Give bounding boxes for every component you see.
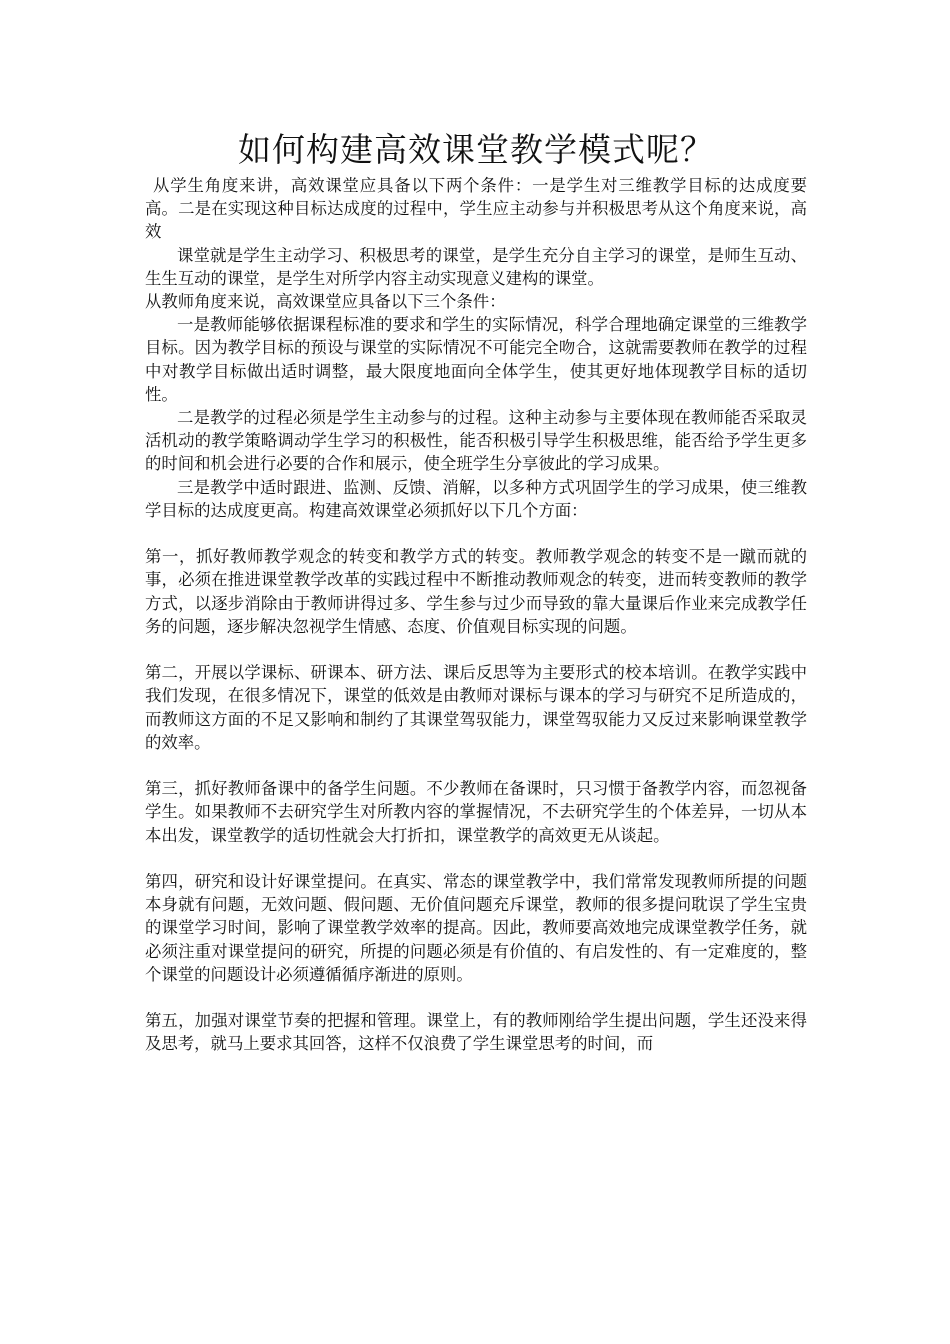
paragraph-point-three: 第三，抓好教师备课中的备学生问题。不少教师在备课时，只习惯于备教学内容，而忽视备学生。如果教师不去研究学生对所教内容的掌握情况，不去研究学生的个体差异，一切从本本出发，课堂教学的适切性就会大打折扣，课堂教学的高效更无从谈起。: [145, 779, 807, 845]
paragraph-student-classroom: 课堂就是学生主动学习、积极思考的课堂，是学生充分自主学习的课堂，是师生互动、生生互动的课堂，是学生对所学内容主动实现意义建构的课堂。: [145, 245, 807, 288]
paragraph-point-two: 第二，开展以学课标、研课本、研方法、课后反思等为主要形式的校本培训。在教学实践中我们发现，在很多情况下，课堂的低效是由教师对课标与课本的学习与研究不足所造成的，而教师这方面的不足又影响和制约了其课堂驾驭能力，课堂驾驭能力又反过来影响课堂教学的效率。: [145, 663, 807, 752]
paragraph-condition-three: 三是教学中适时跟进、监测、反馈、消解，以多种方式巩固学生的学习成果，使三维教学目标的达成度更高。构建高效课堂必须抓好以下几个方面：: [145, 477, 807, 520]
paragraph-teacher-perspective: 从教师角度来说，高效课堂应具备以下三个条件：: [145, 292, 506, 312]
paragraph-point-five: 第五，加强对课堂节奏的把握和管理。课堂上，有的教师刚给学生提出问题，学生还没来得及思考，就马上要求其回答，这样不仅浪费了学生课堂思考的时间，而: [145, 1011, 807, 1054]
paragraph-point-one: 第一，抓好教师教学观念的转变和教学方式的转变。教师教学观念的转变不是一蹴而就的事，必须在推进课堂教学改革的实践过程中不断推动教师观念的转变，进而转变教师的教学方式，以逐步消除由于教师讲得过多、学生参与过少而导致的靠大量课后作业来完成教学任务的问题，逐步解决忽视学生情感、态度、价值观目标实现的问题。: [145, 547, 807, 636]
document-title: 如何构建高效课堂教学模式呢？: [238, 130, 714, 169]
paragraph-point-four: 第四，研究和设计好课堂提问。在真实、常态的课堂教学中，我们常常发现教师所提的问题本身就有问题，无效问题、假问题、无价值问题充斥课堂，教师的很多提问耽误了学生宝贵的课堂学习时间，影响了课堂教学效率的提高。因此，教师要高效地完成课堂教学任务，就必须注重对课堂提问的研究，所提的问题必须是有价值的、有启发性的、有一定难度的，整个课堂的问题设计必须遵循循序渐进的原则。: [145, 872, 807, 984]
paragraph-student-perspective: 从学生角度来讲，高效课堂应具备以下两个条件：一是学生对三维教学目标的达成度要高。二是在实现这种目标达成度的过程中，学生应主动参与并积极思考从这个角度来说，高效: [145, 176, 807, 242]
paragraph-spacer: [145, 754, 807, 777]
paragraph-spacer: [145, 986, 807, 1009]
paragraph-spacer: [145, 847, 807, 870]
document-page: [145, 128, 807, 1056]
paragraph-spacer: [145, 522, 807, 545]
paragraph-condition-one: 一是教师能够依据课程标准的要求和学生的实际情况，科学合理地确定课堂的三维教学目标。因为教学目标的预设与课堂的实际情况不可能完全吻合，这就需要教师在教学的过程中对教学目标做出适时调整，最大限度地面向全体学生，使其更好地体现教学目标的适切性。: [145, 315, 807, 404]
paragraph-spacer: [145, 638, 807, 661]
paragraph-condition-two: 二是教学的过程必须是学生主动参与的过程。这种主动参与主要体现在教师能否采取灵活机动的教学策略调动学生学习的积极性，能否积极引导学生积极思维，能否给予学生更多的时间和机会进行必要的合作和展示，使全班学生分享彼此的学习成果。: [145, 408, 807, 474]
